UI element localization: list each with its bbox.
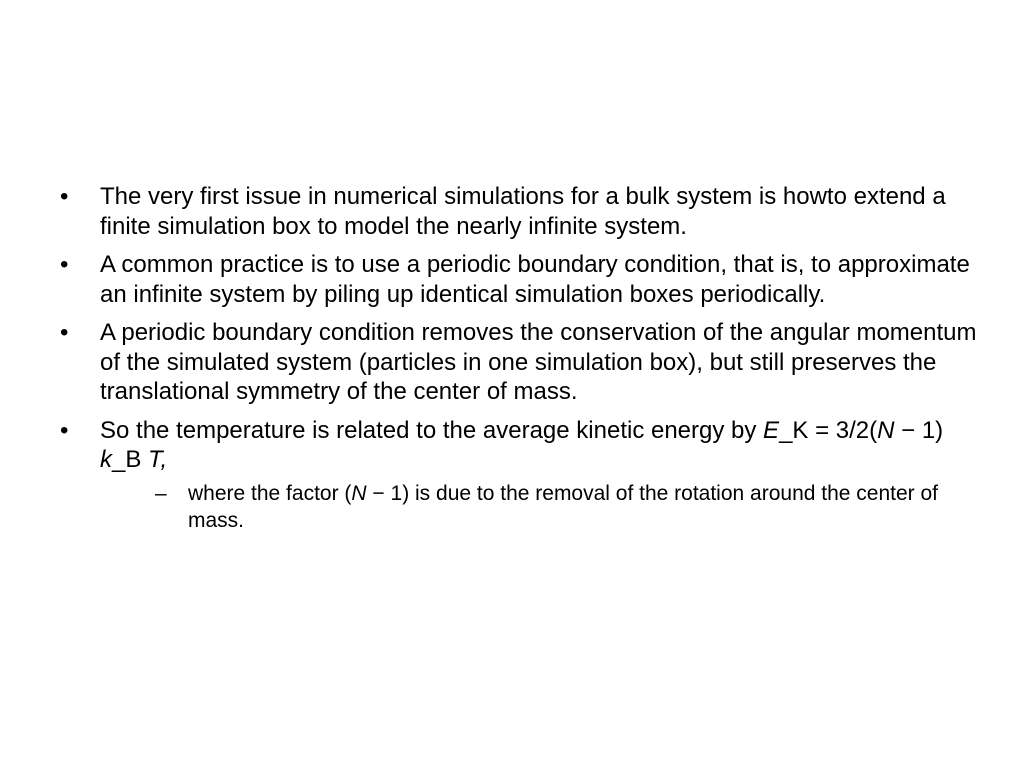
dash-marker: – (155, 481, 167, 505)
text-segment: So the temperature is related to the average kinetic energy by (100, 416, 764, 444)
bullet-marker: • (60, 251, 69, 278)
math-variable-n: N (877, 416, 895, 444)
math-variable-k: k (100, 446, 112, 473)
bullet-marker: • (60, 416, 69, 444)
bullet-text (100, 417, 943, 474)
math-variable-e: E (763, 416, 780, 444)
sub-bullet-list (100, 480, 978, 534)
bullet-item-temperature (58, 416, 978, 534)
text-segment: where the factor ( (188, 481, 352, 505)
slide-content (58, 182, 978, 543)
math-variable-n: N (351, 481, 367, 505)
math-variable-t: T, (148, 446, 168, 473)
bullet-text: A common practice is to use a periodic boundary condition, that is, to approximate an infinite system by piling up identical simulation boxes periodically. (100, 251, 970, 308)
sub-bullet-text (188, 482, 938, 532)
text-segment: _B (112, 446, 149, 473)
bullet-text: A periodic boundary condition removes the conservation of the angular momentum of the simulated system (particles in one simulation box), but still preserves the translational symmetry of the center of mass. (100, 319, 977, 405)
bullet-list (58, 182, 978, 534)
bullet-text: The very first issue in numerical simulations for a bulk system is howto extend a finite simulation box to model the nearly infinite system. (100, 183, 946, 240)
text-segment: _K = 3/2( (779, 416, 878, 444)
bullet-item-bulk-system (58, 182, 978, 241)
text-segment: − 1) (894, 416, 944, 444)
bullet-item-periodic-boundary (58, 318, 978, 407)
bullet-marker: • (60, 319, 69, 346)
text-segment: − 1) is due to the removal of the rotation around the center of mass. (188, 481, 939, 532)
bullet-marker: • (60, 183, 69, 210)
sub-bullet-item-factor (100, 480, 978, 534)
bullet-item-common-practice (58, 250, 978, 309)
